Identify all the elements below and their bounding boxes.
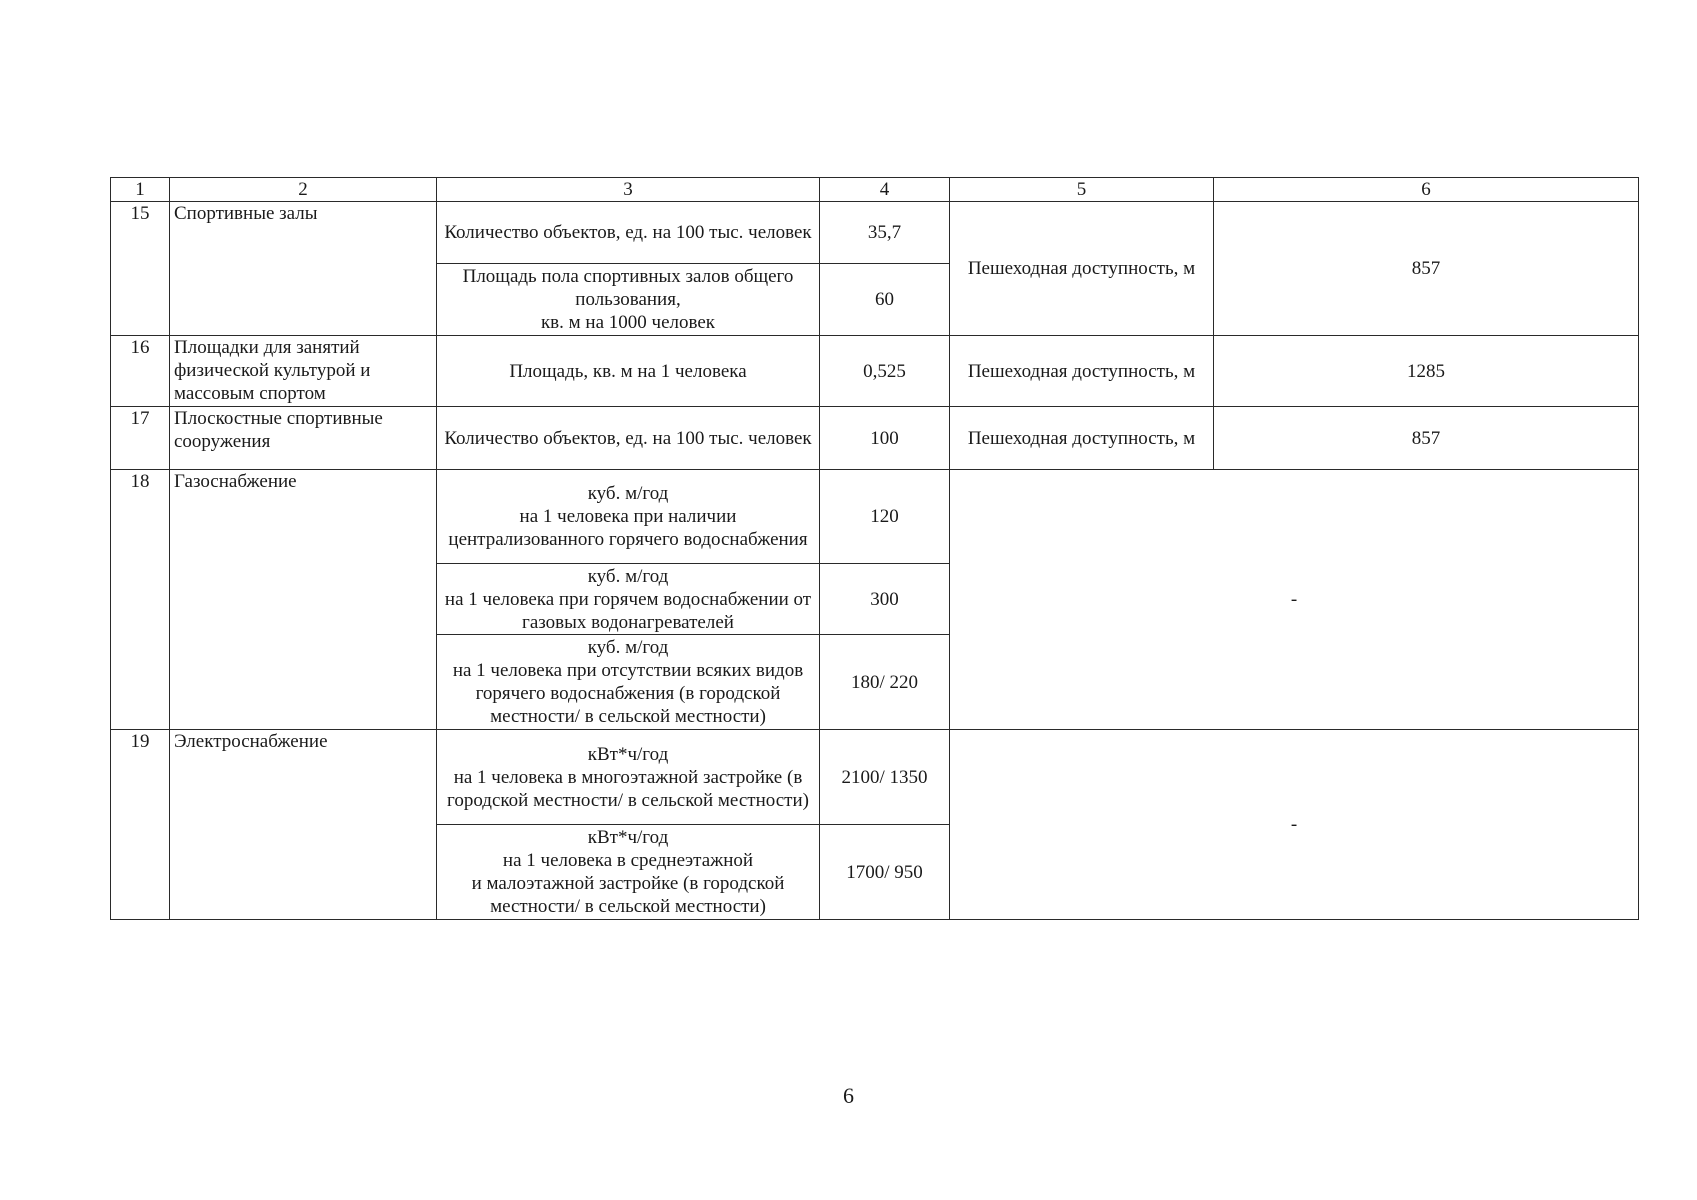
indicator-value: 180/ 220 — [820, 635, 950, 730]
indicator: куб. м/год на 1 человека при горячем водоснабжении от газовых водонагревателей — [437, 564, 820, 635]
accessibility-type: Пешеходная доступность, м — [950, 202, 1214, 336]
table-row — [111, 470, 1639, 564]
accessibility-empty: - — [950, 470, 1639, 730]
table-row — [111, 730, 1639, 825]
indicator: Площадь, кв. м на 1 человека — [437, 336, 820, 407]
indicator-value: 100 — [820, 407, 950, 470]
indicator-value: 0,525 — [820, 336, 950, 407]
accessibility-value: 857 — [1214, 202, 1639, 336]
indicator: кВт*ч/год на 1 человека в среднеэтажной и малоэтажной застройке (в городской местности/ в сельской местности) — [437, 825, 820, 920]
indicator: Площадь пола спортивных залов общего пользования, кв. м на 1000 человек — [437, 264, 820, 336]
header-row — [111, 178, 1639, 202]
object-name: Газоснабжение — [170, 470, 437, 730]
indicator-value: 35,7 — [820, 202, 950, 264]
col-header-1: 1 — [111, 178, 170, 202]
col-header-5: 5 — [950, 178, 1214, 202]
object-name: Спортивные залы — [170, 202, 437, 336]
col-header-2: 2 — [170, 178, 437, 202]
row-number: 17 — [111, 407, 170, 470]
indicator: Количество объектов, ед. на 100 тыс. человек — [437, 407, 820, 470]
norms-table — [110, 177, 1639, 920]
row-number: 19 — [111, 730, 170, 920]
indicator-value: 300 — [820, 564, 950, 635]
col-header-3: 3 — [437, 178, 820, 202]
row-number: 15 — [111, 202, 170, 336]
indicator: куб. м/год на 1 человека при отсутствии всяких видов горячего водоснабжения (в городской местности/ в сельской местности) — [437, 635, 820, 730]
accessibility-type: Пешеходная доступность, м — [950, 407, 1214, 470]
accessibility-type: Пешеходная доступность, м — [950, 336, 1214, 407]
accessibility-value: 1285 — [1214, 336, 1639, 407]
indicator-value: 60 — [820, 264, 950, 336]
row-number: 18 — [111, 470, 170, 730]
object-name: Площадки для занятий физической культурой и массовым спортом — [170, 336, 437, 407]
indicator-value: 1700/ 950 — [820, 825, 950, 920]
col-header-4: 4 — [820, 178, 950, 202]
indicator: кВт*ч/год на 1 человека в многоэтажной застройке (в городской местности/ в сельской местности) — [437, 730, 820, 825]
table-row — [111, 202, 1639, 264]
indicator-value: 120 — [820, 470, 950, 564]
table-row — [111, 407, 1639, 470]
indicator: Количество объектов, ед. на 100 тыс. человек — [437, 202, 820, 264]
accessibility-empty: - — [950, 730, 1639, 920]
page-number: 6 — [843, 1083, 854, 1108]
object-name: Электроснабжение — [170, 730, 437, 920]
indicator-value: 2100/ 1350 — [820, 730, 950, 825]
row-number: 16 — [111, 336, 170, 407]
indicator: куб. м/год на 1 человека при наличии централизованного горячего водоснабжения — [437, 470, 820, 564]
col-header-6: 6 — [1214, 178, 1639, 202]
accessibility-value: 857 — [1214, 407, 1639, 470]
table-row — [111, 336, 1639, 407]
object-name: Плоскостные спортивные сооружения — [170, 407, 437, 470]
